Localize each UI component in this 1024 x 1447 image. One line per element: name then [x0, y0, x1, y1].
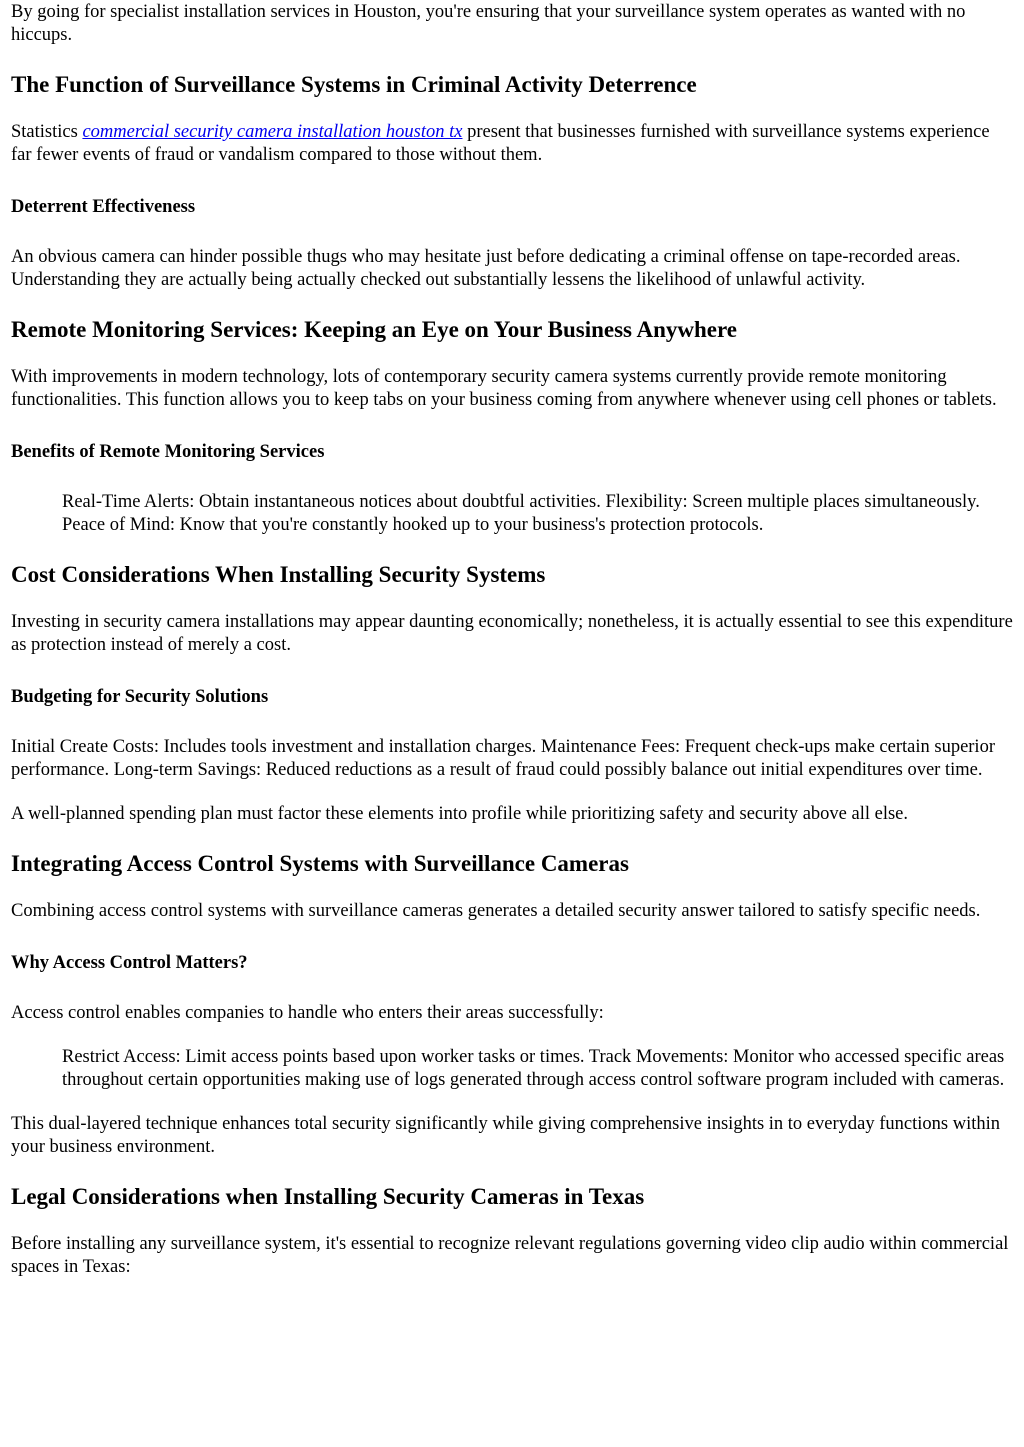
section-heading-access-control: Integrating Access Control Systems with Surveillance Cameras: [11, 851, 629, 876]
section-heading-legal: Legal Considerations when Installing Security Cameras in Texas: [11, 1184, 645, 1209]
section-heading-deterrence: The Function of Surveillance Systems in Criminal Activity Deterrence: [11, 72, 697, 97]
budgeting-paragraph: Initial Create Costs: Includes tools investment and installation charges. Maintenance Fees: Frequent check-ups make certain superior performance. Long-term Savings: Reduced reductions as a result of fraud could possibly balance out initial expenditures over time.: [11, 737, 995, 780]
remote-monitoring-paragraph: With improvements in modern technology, lots of contemporary security camera systems currently provide remote monitoring functionalities. This function allows you to keep tabs on your business coming from anywhere whenever using cell phones or tablets.: [11, 367, 997, 410]
access-matters-paragraph: Access control enables companies to handle who enters their areas successfully:: [11, 1003, 604, 1023]
document-page: [0, 1, 1024, 1279]
cost-paragraph: Investing in security camera installations may appear daunting economically; nonetheless, it is actually essential to see this expenditure as protection instead of merely a cost.: [11, 612, 1013, 655]
subheading-deterrent-effectiveness: Deterrent Effectiveness: [11, 197, 196, 217]
legal-paragraph: Before installing any surveillance system, it's essential to recognize relevant regulations governing video clip audio within commercial spaces in Texas:: [11, 1234, 1009, 1277]
deterrence-paragraph-prefix: Statistics: [11, 122, 83, 142]
deterrence-paragraph: [11, 121, 1014, 167]
section-heading-cost: Cost Considerations When Installing Security Systems: [11, 562, 546, 587]
subheading-remote-benefits: Benefits of Remote Monitoring Services: [11, 442, 325, 462]
intro-paragraph: By going for specialist installation services in Houston, you're ensuring that your surveillance system operates as wanted with no hiccups.: [11, 2, 966, 45]
deterrent-effectiveness-paragraph: An obvious camera can hinder possible thugs who may hesitate just before dedicating a criminal offense on tape-recorded areas. Understanding they are actually being actually checked out substantially lessens the likelihood of unlawful activity.: [11, 247, 961, 290]
deterrence-paragraph-suffix: present that businesses furnished with surveillance systems experience far fewer events of fraud or vandalism compared to those without them.: [11, 122, 990, 165]
commercial-security-camera-link[interactable]: commercial security camera installation houston tx: [82, 122, 463, 142]
section-heading-remote-monitoring: Remote Monitoring Services: Keeping an Eye on Your Business Anywhere: [11, 317, 737, 342]
subheading-budgeting: Budgeting for Security Solutions: [11, 687, 269, 707]
subheading-access-matters: Why Access Control Matters?: [11, 953, 248, 973]
remote-benefits-list: Real-Time Alerts: Obtain instantaneous notices about doubtful activities. Flexibility: Screen multiple places simultaneously. Peace of Mind: Know that you're constantly hooked up to your business's protection protocols.: [62, 492, 980, 535]
budget-plan-paragraph: A well-planned spending plan must factor these elements into profile while prioritizing safety and security above all else.: [11, 804, 908, 824]
dual-layer-paragraph: This dual-layered technique enhances total security significantly while giving comprehensive insights in to everyday functions within your business environment.: [11, 1114, 1000, 1157]
access-control-paragraph: Combining access control systems with surveillance cameras generates a detailed security answer tailored to satisfy specific needs.: [11, 901, 981, 921]
access-control-list: Restrict Access: Limit access points based upon worker tasks or times. Track Movements: Monitor who accessed specific areas throughout certain opportunities making use of logs generated through access control software program included with cameras.: [62, 1047, 1005, 1090]
